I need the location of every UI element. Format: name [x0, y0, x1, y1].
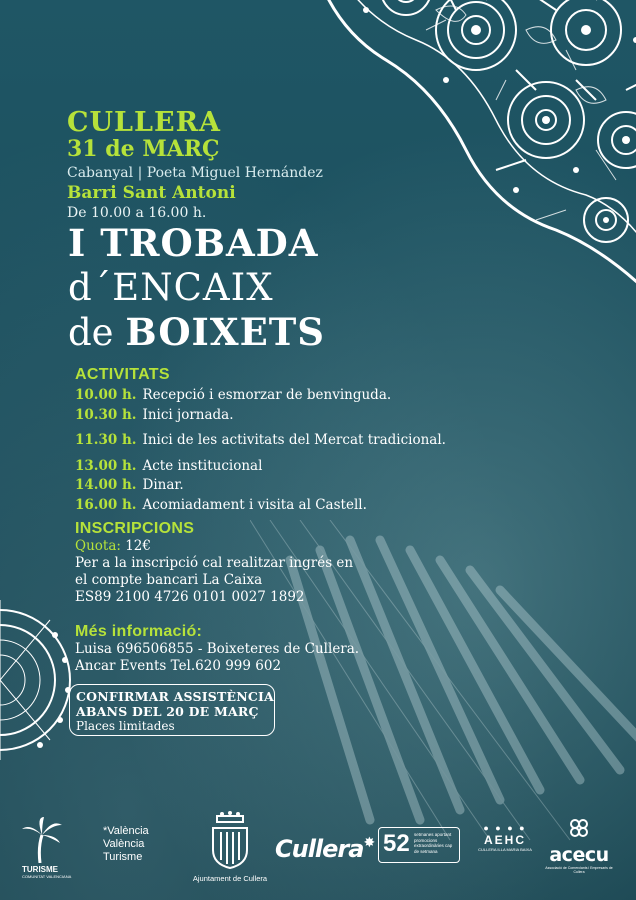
lace-left-decoration: [0, 560, 80, 810]
activity-text: Dinar.: [142, 477, 184, 493]
more-info-heading: Més informació:: [75, 623, 203, 640]
inscriptions-section: [75, 520, 353, 606]
aehc-name: AEHC: [483, 833, 526, 847]
contact-line-2: Ancar Events Tel.620 999 602: [75, 658, 282, 674]
valencia-turisme-logo: [103, 825, 149, 864]
sponsor-logos: [0, 805, 636, 900]
inscriptions-heading: INSCRIPCIONS: [75, 520, 195, 537]
acecu-name: acecu: [549, 844, 609, 866]
title-line-2: d´ENCAIX: [68, 266, 274, 309]
activity-row: [75, 386, 446, 406]
title-line-1: I TROBADA: [68, 221, 319, 265]
bank-account-number: ES89 2100 4726 0101 0027 1892: [75, 589, 305, 605]
activity-time: 14.00 h.: [75, 477, 137, 493]
activity-time: 10.00 h.: [75, 387, 137, 403]
title-line-3-bold: BOIXETS: [125, 310, 326, 354]
activity-row: [75, 457, 446, 477]
turisme-sublabel: COMUNITAT VALENCIANA: [22, 874, 72, 879]
quota-line: [75, 538, 353, 555]
coat-of-arms-icon: [185, 810, 275, 870]
cullera-label: Cullera: [275, 835, 364, 863]
quota-value: 12€: [125, 538, 151, 554]
contact-line-1: Luisa 696506855 - Boixeteres de Cullera.: [75, 641, 360, 657]
acecu-mark-icon: [569, 819, 589, 837]
palm-icon: [22, 817, 62, 863]
52-logo-number: 52: [383, 830, 410, 857]
confirm-line-3: Places limitades: [76, 719, 175, 733]
turisme-logo: [22, 817, 92, 879]
52-logo-text: setmanes aportant promocions extraordinàries cap de setmana: [414, 832, 453, 854]
activity-time: 13.00 h.: [75, 457, 137, 474]
aehc-logo: [470, 823, 540, 852]
activity-text: Inici de les activitats del Mercat tradicional.: [142, 432, 446, 448]
quota-label: Quota:: [75, 538, 121, 554]
inscription-line-1: Per a la inscripció cal realitzar ingrés en: [75, 555, 354, 571]
event-date: 31 de MARÇ: [67, 136, 220, 162]
event-title: [68, 220, 325, 355]
activity-row: [75, 476, 446, 496]
ajuntament-logo: [185, 810, 275, 883]
activity-row: [75, 431, 446, 451]
activity-text: Recepció i esmorzar de benvinguda.: [142, 387, 392, 403]
confirm-attendance-box: [69, 684, 275, 736]
aehc-dots: ● ● ● ●: [483, 823, 527, 833]
acecu-logo: [540, 819, 618, 874]
activity-text: Inici jornada.: [142, 406, 234, 423]
confirm-line-2: ABANS DEL 20 DE MARÇ: [76, 704, 259, 719]
confirm-line-1: CONFIRMAR ASSISTÈNCIA: [76, 689, 274, 704]
activities-section: [75, 366, 446, 515]
title-line-3: [68, 310, 325, 355]
activity-time: 11.30 h.: [75, 432, 137, 448]
activities-heading: ACTIVITATS: [75, 366, 170, 383]
52-setmanes-logo: [378, 827, 460, 863]
activity-time: 16.00 h.: [75, 496, 137, 513]
activity-row: [75, 496, 446, 516]
activity-time: 10.30 h.: [75, 406, 137, 423]
event-venue: Cabanyal | Poeta Miguel Hernández: [67, 165, 323, 181]
vlc-line-3: Turisme: [103, 851, 143, 863]
vlc-line-1: *València: [103, 825, 149, 837]
turisme-label: TURISME: [22, 865, 58, 874]
ajuntament-label: Ajuntament de Cullera: [192, 874, 268, 883]
aehc-sublabel: CULLERA ILLA MARIA BAIXA: [478, 847, 532, 852]
vlc-line-2: València: [103, 838, 145, 850]
activity-row: [75, 406, 446, 426]
activity-text: Acomiadament i visita al Castell.: [142, 496, 367, 513]
more-info-section: [75, 623, 359, 675]
activity-text: Acte institucional: [142, 457, 263, 474]
event-hours: De 10.00 a 16.00 h.: [67, 205, 207, 221]
star-icon: ✸: [363, 835, 375, 851]
event-header: [67, 109, 323, 223]
event-city: CULLERA: [67, 107, 221, 138]
vlc-line-1-text: València: [107, 825, 149, 837]
lace-top-right-decoration: [296, 0, 636, 300]
acecu-sublabel: Associació de Comerciants i Empresaris de Cullera: [545, 866, 613, 874]
event-district: Barri Sant Antoni: [67, 183, 236, 203]
cullera-logo: [275, 835, 374, 863]
inscription-line-2: el compte bancari La Caixa: [75, 572, 263, 588]
title-line-3-prefix: de: [68, 311, 114, 354]
